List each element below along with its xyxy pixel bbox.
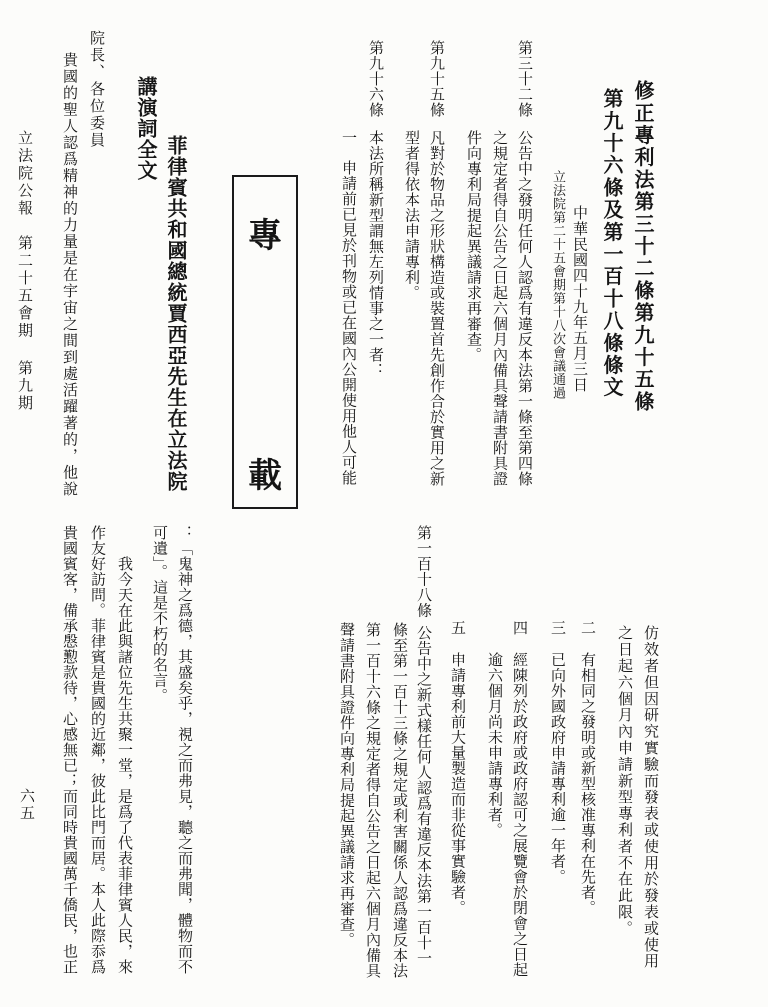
section-label-char: 專 [248,216,282,256]
amendment-title-line-1: 修正專利法第三十二條第九十五條 [631,80,655,413]
amendment-date: 中華民國四十九年五月三日 [571,205,589,393]
article-96-item-line: 之日起六個月內申請新型專利者不在此限。 [616,625,634,937]
speech-line: 可遺」。這是不朽的名言。 [151,525,169,704]
amendment-passed-by: 立法院第二十五會期第十八次會議通過 [550,170,565,400]
article-96-item-number: 三 [549,620,567,636]
article-32-heading: 第三十二條 [516,40,534,118]
article-118-line: 條至第一百十三條之規定或利害關係人認爲違反本法 [391,622,409,979]
article-118-heading: 第一百十八條 [415,525,433,618]
article-96-item-line: 申請前已見於刊物或已在國內公開使用他人可能 [340,160,358,486]
publication-session: 第二十五會期 [16,235,34,340]
article-95-heading: 第九十五條 [428,40,446,118]
speech-title-line-2: 講演詞全文 [134,76,158,181]
article-96-item-number: 二 [579,620,597,636]
article-96-heading: 第九十六條 [367,40,385,118]
article-118-line: 第一百十六條之規定者得自公告之日起六個月內備具 [364,622,382,979]
article-95-line: 凡對於物品之形狀構造或裝置首先創作合於實用之新 [428,130,446,487]
article-32-line: 公告中之發明任何人認爲有違反本法第一條至第四條 [516,130,534,487]
amendment-title-line-2: 第九十六條及第一百十八條條文 [600,88,624,399]
article-96-item-line: 申請專利前大量製造而非從事實驗者。 [449,652,467,916]
speech-line: ：「鬼神之爲德，其盛矣乎，視之而弗見，聽之而弗聞，體物而不 [176,525,194,975]
speech-salutation: 院長、各位委員 [88,30,106,149]
speech-line: 貴國賓客，備承慇懃款待，心感無已；而同時貴國萬千僑民，也正 [61,525,79,975]
article-96-item-number: 一 [340,130,358,146]
article-95-line: 型者得依本法申請專利。 [403,130,421,301]
section-label-char: 載 [248,456,282,496]
speech-line: 作友好訪問。菲律賓是貴國的近鄰，彼此比門而居。本人此際忝爲 [89,525,107,975]
article-96-intro: 本法所稱新型謂無左列情事之一者： [367,130,385,378]
publication-issue: 第九期 [16,360,34,413]
article-118-line: 公告中之新式樣任何人認爲有違反本法第一百十一 [415,625,433,966]
article-96-item-line: 有相同之發明或新型核准專利在先者。 [579,652,597,916]
article-32-line: 件向專利局提起異議請求再審查。 [465,130,483,363]
article-96-item-line: 逾六個月尚未申請專利者。 [486,652,504,838]
article-96-item-number: 四 [511,620,529,636]
publication-name: 立法院公報 [16,130,34,218]
article-32-line: 之規定者得自公告之日起六個月內備具聲請書附具證 [491,130,509,487]
article-96-item-line: 已向外國政府申請專利逾一年者。 [549,652,567,885]
article-96-item-number: 五 [449,620,467,636]
section-label-box [232,175,298,509]
article-96-item-line: 仿效者但因研究實驗而發表或使用於發表或使用 [642,625,660,970]
speech-line: 貴國的聖人認爲精神的力量是在宇宙之間到處活躍著的，他說 [61,52,79,498]
page-number: 六五 [18,788,36,822]
speech-title-line-1: 菲律賓共和國總統賈西亞先生在立法院 [164,135,188,492]
article-96-item-line: 經陳列於政府或政府認可之展覽會於閉會之日起 [511,652,529,978]
speech-line: 我今天在此與諸位先生共聚一堂，是爲了代表菲律賓人民，來 [116,556,134,975]
article-118-line: 聲請書附具證件向專利局提起異議請求再審查。 [338,622,356,948]
